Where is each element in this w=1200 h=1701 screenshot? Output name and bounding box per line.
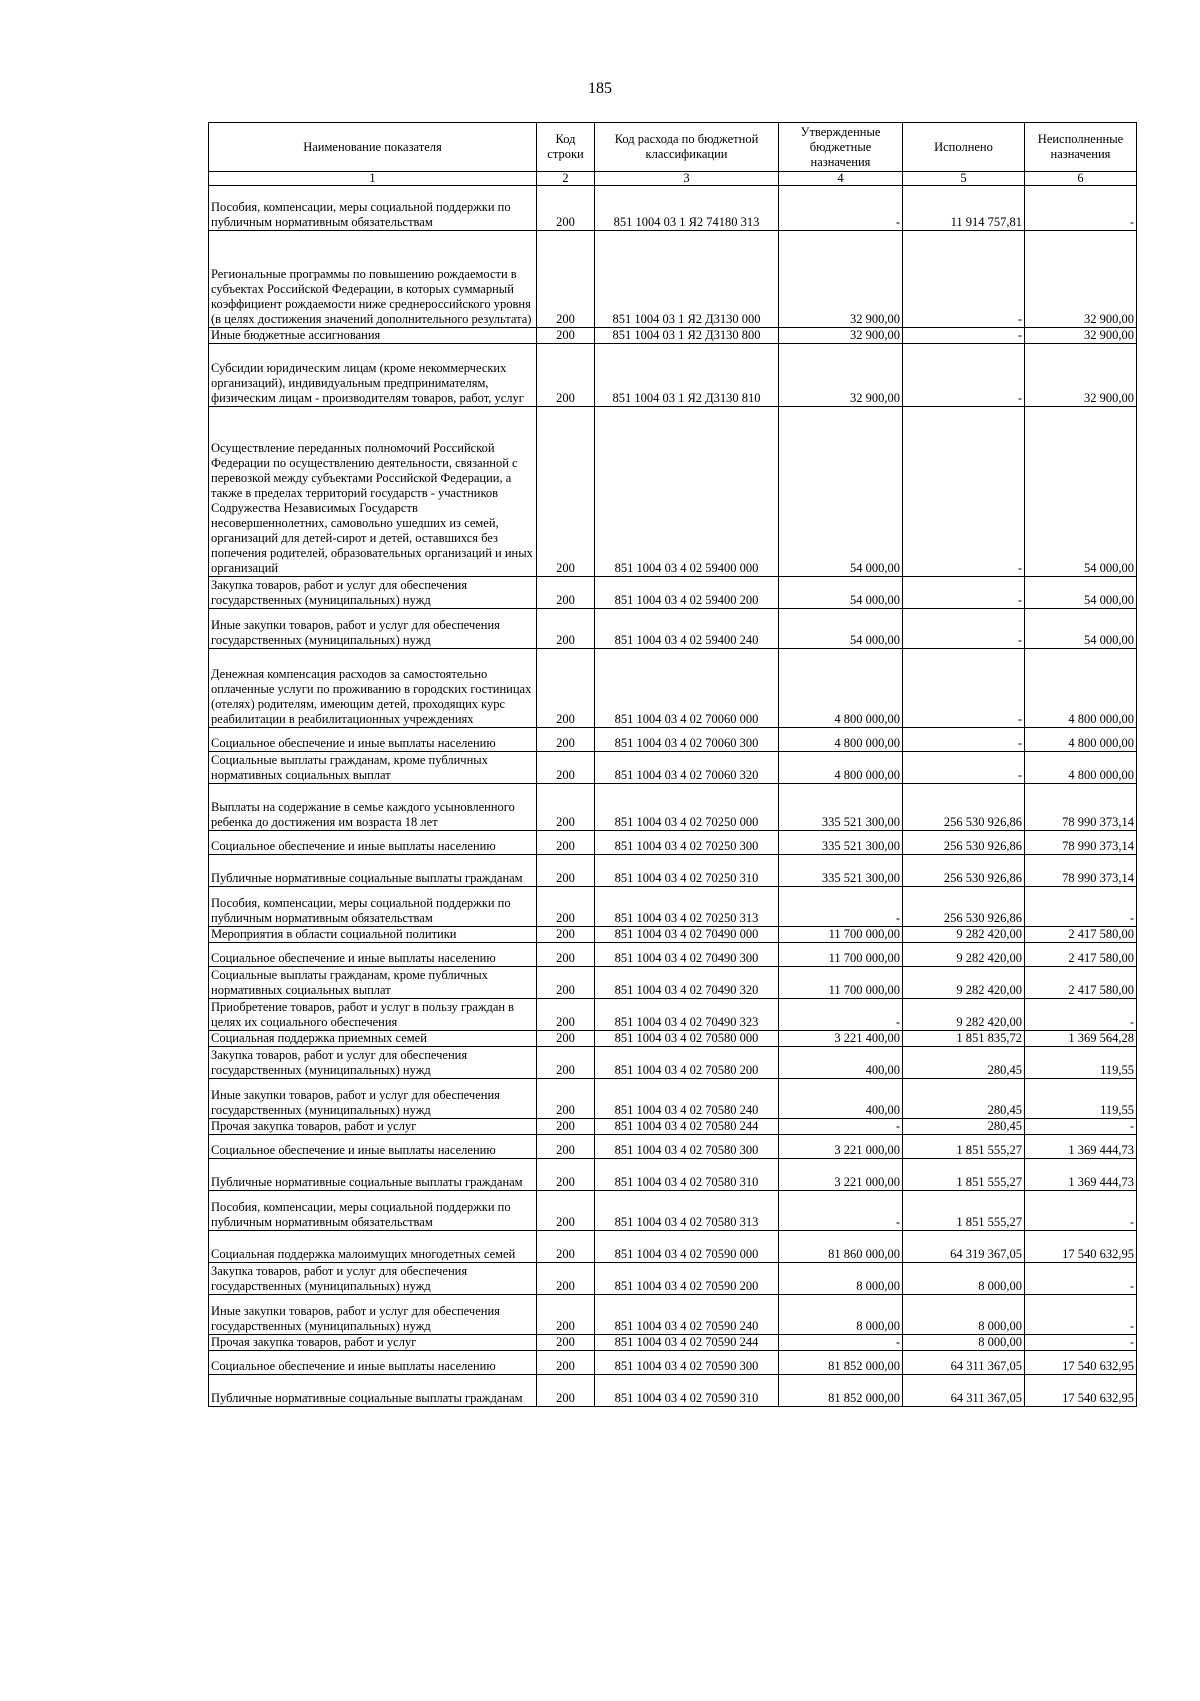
row-code: 200: [537, 855, 595, 887]
table-row: [209, 1231, 1137, 1263]
row-code: 200: [537, 967, 595, 999]
row-name: Социальное обеспечение и иные выплаты населению: [209, 1351, 537, 1375]
column-number: 2: [537, 172, 595, 186]
table-row: [209, 609, 1137, 649]
table-row: [209, 887, 1137, 927]
row-executed: -: [903, 609, 1025, 649]
header-row: [209, 123, 1137, 172]
header-executed: Исполнено: [903, 123, 1025, 172]
row-unexecuted: 78 990 373,14: [1025, 831, 1137, 855]
row-executed: 11 914 757,81: [903, 186, 1025, 231]
row-unexecuted: -: [1025, 186, 1137, 231]
row-name: Приобретение товаров, работ и услуг в пользу граждан в целях их социального обеспечения: [209, 999, 537, 1031]
row-unexecuted: 54 000,00: [1025, 577, 1137, 609]
row-classification: 851 1004 03 4 02 70580 310: [595, 1159, 779, 1191]
table-row: [209, 1335, 1137, 1351]
row-name: Закупка товаров, работ и услуг для обеспечения государственных (муниципальных) нужд: [209, 1047, 537, 1079]
row-unexecuted: -: [1025, 1119, 1137, 1135]
table-row: [209, 1191, 1137, 1231]
row-name: Иные закупки товаров, работ и услуг для обеспечения государственных (муниципальных) нужд: [209, 1295, 537, 1335]
row-unexecuted: -: [1025, 1191, 1137, 1231]
row-executed: 256 530 926,86: [903, 855, 1025, 887]
row-approved: -: [779, 186, 903, 231]
row-code: 200: [537, 752, 595, 784]
row-name: Иные закупки товаров, работ и услуг для обеспечения государственных (муниципальных) нужд: [209, 1079, 537, 1119]
row-name: Субсидии юридическим лицам (кроме некоммерческих организаций), индивидуальным предпринимателям, физическим лицам - производителям товаров, работ, услуг: [209, 344, 537, 407]
row-classification: 851 1004 03 4 02 70580 300: [595, 1135, 779, 1159]
table-row: [209, 344, 1137, 407]
row-name: Социальное обеспечение и иные выплаты населению: [209, 1135, 537, 1159]
column-number: 3: [595, 172, 779, 186]
row-unexecuted: 17 540 632,95: [1025, 1375, 1137, 1407]
row-approved: 8 000,00: [779, 1295, 903, 1335]
row-classification: 851 1004 03 4 02 70250 310: [595, 855, 779, 887]
row-unexecuted: 78 990 373,14: [1025, 784, 1137, 831]
row-executed: 1 851 555,27: [903, 1191, 1025, 1231]
row-name: Иные бюджетные ассигнования: [209, 328, 537, 344]
column-number: 1: [209, 172, 537, 186]
table-row: [209, 231, 1137, 328]
table-row: [209, 1159, 1137, 1191]
row-classification: 851 1004 03 1 Я2 Д3130 810: [595, 344, 779, 407]
row-name: Публичные нормативные социальные выплаты гражданам: [209, 855, 537, 887]
row-unexecuted: 1 369 444,73: [1025, 1159, 1137, 1191]
row-approved: 3 221 000,00: [779, 1159, 903, 1191]
row-unexecuted: -: [1025, 1335, 1137, 1351]
row-approved: 32 900,00: [779, 231, 903, 328]
header-classification: Код расхода по бюджетной классификации: [595, 123, 779, 172]
row-executed: 8 000,00: [903, 1295, 1025, 1335]
row-classification: 851 1004 03 4 02 70250 000: [595, 784, 779, 831]
row-approved: 54 000,00: [779, 609, 903, 649]
table-row: [209, 649, 1137, 728]
table-row: [209, 1135, 1137, 1159]
row-code: 200: [537, 943, 595, 967]
row-name: Социальная поддержка малоимущих многодетных семей: [209, 1231, 537, 1263]
row-approved: 400,00: [779, 1079, 903, 1119]
row-code: 200: [537, 1119, 595, 1135]
page-number: 185: [588, 80, 612, 97]
row-unexecuted: 32 900,00: [1025, 328, 1137, 344]
row-approved: 11 700 000,00: [779, 927, 903, 943]
row-executed: -: [903, 752, 1025, 784]
row-classification: 851 1004 03 4 02 70590 000: [595, 1231, 779, 1263]
row-name: Социальные выплаты гражданам, кроме публичных нормативных социальных выплат: [209, 967, 537, 999]
row-classification: 851 1004 03 4 02 70490 300: [595, 943, 779, 967]
table-row: [209, 855, 1137, 887]
row-classification: 851 1004 03 4 02 70590 244: [595, 1335, 779, 1351]
table-row: [209, 407, 1137, 577]
row-approved: 3 221 400,00: [779, 1031, 903, 1047]
table-row: [209, 328, 1137, 344]
row-name: Социальное обеспечение и иные выплаты населению: [209, 728, 537, 752]
table-row: [209, 728, 1137, 752]
row-executed: 8 000,00: [903, 1335, 1025, 1351]
row-unexecuted: 1 369 444,73: [1025, 1135, 1137, 1159]
row-code: 200: [537, 927, 595, 943]
row-name: Пособия, компенсации, меры социальной поддержки по публичным нормативным обязательствам: [209, 1191, 537, 1231]
row-code: 200: [537, 1031, 595, 1047]
row-executed: 280,45: [903, 1047, 1025, 1079]
row-code: 200: [537, 1191, 595, 1231]
row-code: 200: [537, 1231, 595, 1263]
row-unexecuted: -: [1025, 999, 1137, 1031]
row-executed: -: [903, 231, 1025, 328]
row-classification: 851 1004 03 4 02 59400 200: [595, 577, 779, 609]
row-executed: 9 282 420,00: [903, 927, 1025, 943]
row-unexecuted: -: [1025, 1295, 1137, 1335]
row-executed: 256 530 926,86: [903, 887, 1025, 927]
row-executed: 280,45: [903, 1079, 1025, 1119]
row-unexecuted: 1 369 564,28: [1025, 1031, 1137, 1047]
table-row: [209, 1263, 1137, 1295]
table-row: [209, 1119, 1137, 1135]
row-name: Денежная компенсация расходов за самостоятельно оплаченные услуги по проживанию в городских гостиницах (отелях) родителям, имеющим детей, проходящих курс реабилитации в реабилитационных учреждениях: [209, 649, 537, 728]
row-code: 200: [537, 784, 595, 831]
row-approved: 81 852 000,00: [779, 1351, 903, 1375]
row-name: Социальная поддержка приемных семей: [209, 1031, 537, 1047]
row-name: Осуществление переданных полномочий Российской Федерации по осуществлению деятельности, связанной с перевозкой между субъектами Российской Федерации, а также в пределах территорий государств - участников Содружества Независимых Государств несовершеннолетних, самовольно ушедших из семей, организаций для детей-сирот и детей, оставшихся без попечения родителей, образовательных организаций и иных организаций: [209, 407, 537, 577]
row-classification: 851 1004 03 4 02 70060 320: [595, 752, 779, 784]
row-classification: 851 1004 03 4 02 70590 300: [595, 1351, 779, 1375]
row-executed: 8 000,00: [903, 1263, 1025, 1295]
row-name: Закупка товаров, работ и услуг для обеспечения государственных (муниципальных) нужд: [209, 577, 537, 609]
row-approved: 8 000,00: [779, 1263, 903, 1295]
table-row: [209, 967, 1137, 999]
row-classification: 851 1004 03 4 02 70490 000: [595, 927, 779, 943]
row-classification: 851 1004 03 1 Я2 74180 313: [595, 186, 779, 231]
row-name: Закупка товаров, работ и услуг для обеспечения государственных (муниципальных) нужд: [209, 1263, 537, 1295]
row-classification: 851 1004 03 4 02 70490 323: [595, 999, 779, 1031]
row-executed: 64 319 367,05: [903, 1231, 1025, 1263]
row-code: 200: [537, 887, 595, 927]
row-code: 200: [537, 831, 595, 855]
row-name: Социальное обеспечение и иные выплаты населению: [209, 831, 537, 855]
row-classification: 851 1004 03 4 02 70250 300: [595, 831, 779, 855]
table-row: [209, 577, 1137, 609]
row-name: Прочая закупка товаров, работ и услуг: [209, 1335, 537, 1351]
row-classification: 851 1004 03 1 Я2 Д3130 800: [595, 328, 779, 344]
row-approved: 32 900,00: [779, 328, 903, 344]
table-row: [209, 1375, 1137, 1407]
row-unexecuted: 119,55: [1025, 1079, 1137, 1119]
row-approved: -: [779, 1119, 903, 1135]
row-approved: 4 800 000,00: [779, 728, 903, 752]
row-unexecuted: 2 417 580,00: [1025, 943, 1137, 967]
column-number: 4: [779, 172, 903, 186]
row-classification: 851 1004 03 4 02 70590 240: [595, 1295, 779, 1335]
row-classification: 851 1004 03 4 02 70590 200: [595, 1263, 779, 1295]
row-unexecuted: -: [1025, 1263, 1137, 1295]
row-unexecuted: 32 900,00: [1025, 231, 1137, 328]
row-executed: 1 851 555,27: [903, 1135, 1025, 1159]
row-executed: -: [903, 649, 1025, 728]
table-row: [209, 943, 1137, 967]
row-executed: 64 311 367,05: [903, 1351, 1025, 1375]
header-row-code: Код строки: [537, 123, 595, 172]
row-code: 200: [537, 1135, 595, 1159]
table-row: [209, 784, 1137, 831]
row-code: 200: [537, 328, 595, 344]
column-number: 6: [1025, 172, 1137, 186]
row-approved: 3 221 000,00: [779, 1135, 903, 1159]
row-unexecuted: 4 800 000,00: [1025, 649, 1137, 728]
row-classification: 851 1004 03 4 02 70490 320: [595, 967, 779, 999]
row-approved: -: [779, 999, 903, 1031]
row-approved: -: [779, 887, 903, 927]
row-classification: 851 1004 03 4 02 59400 240: [595, 609, 779, 649]
table-row: [209, 752, 1137, 784]
row-approved: 11 700 000,00: [779, 967, 903, 999]
row-approved: 54 000,00: [779, 577, 903, 609]
row-executed: 9 282 420,00: [903, 999, 1025, 1031]
row-code: 200: [537, 999, 595, 1031]
row-executed: 9 282 420,00: [903, 967, 1025, 999]
row-approved: 4 800 000,00: [779, 649, 903, 728]
row-approved: 335 521 300,00: [779, 784, 903, 831]
table-row: [209, 999, 1137, 1031]
row-approved: 400,00: [779, 1047, 903, 1079]
table-row: [209, 1351, 1137, 1375]
row-name: Прочая закупка товаров, работ и услуг: [209, 1119, 537, 1135]
row-classification: 851 1004 03 4 02 70580 240: [595, 1079, 779, 1119]
row-approved: -: [779, 1335, 903, 1351]
row-classification: 851 1004 03 4 02 70060 000: [595, 649, 779, 728]
row-classification: 851 1004 03 4 02 70250 313: [595, 887, 779, 927]
row-unexecuted: 17 540 632,95: [1025, 1231, 1137, 1263]
row-executed: 256 530 926,86: [903, 784, 1025, 831]
row-unexecuted: 4 800 000,00: [1025, 752, 1137, 784]
row-code: 200: [537, 344, 595, 407]
row-name: Выплаты на содержание в семье каждого усыновленного ребенка до достижения им возраста 18 лет: [209, 784, 537, 831]
row-code: 200: [537, 231, 595, 328]
row-executed: 280,45: [903, 1119, 1025, 1135]
row-approved: 81 860 000,00: [779, 1231, 903, 1263]
row-name: Иные закупки товаров, работ и услуг для обеспечения государственных (муниципальных) нужд: [209, 609, 537, 649]
row-code: 200: [537, 1047, 595, 1079]
row-executed: 1 851 555,27: [903, 1159, 1025, 1191]
row-executed: 1 851 835,72: [903, 1031, 1025, 1047]
header-name: Наименование показателя: [209, 123, 537, 172]
row-unexecuted: 119,55: [1025, 1047, 1137, 1079]
row-approved: 4 800 000,00: [779, 752, 903, 784]
row-code: 200: [537, 1159, 595, 1191]
row-code: 200: [537, 1079, 595, 1119]
row-code: 200: [537, 1263, 595, 1295]
row-code: 200: [537, 649, 595, 728]
row-classification: 851 1004 03 4 02 70580 200: [595, 1047, 779, 1079]
row-executed: -: [903, 328, 1025, 344]
table-row: [209, 1047, 1137, 1079]
row-unexecuted: 2 417 580,00: [1025, 967, 1137, 999]
row-executed: -: [903, 407, 1025, 577]
row-unexecuted: -: [1025, 887, 1137, 927]
row-unexecuted: 78 990 373,14: [1025, 855, 1137, 887]
row-executed: 9 282 420,00: [903, 943, 1025, 967]
row-code: 200: [537, 407, 595, 577]
row-unexecuted: 2 417 580,00: [1025, 927, 1137, 943]
table-row: [209, 831, 1137, 855]
row-approved: 11 700 000,00: [779, 943, 903, 967]
row-approved: -: [779, 1191, 903, 1231]
row-classification: 851 1004 03 4 02 70580 000: [595, 1031, 779, 1047]
row-classification: 851 1004 03 4 02 70580 244: [595, 1119, 779, 1135]
column-number-row: [209, 172, 1137, 186]
header-approved: Утвержденные бюджетные назначения: [779, 123, 903, 172]
row-code: 200: [537, 577, 595, 609]
row-name: Мероприятия в области социальной политики: [209, 927, 537, 943]
row-name: Социальные выплаты гражданам, кроме публичных нормативных социальных выплат: [209, 752, 537, 784]
row-classification: 851 1004 03 4 02 59400 000: [595, 407, 779, 577]
row-unexecuted: 4 800 000,00: [1025, 728, 1137, 752]
row-name: Региональные программы по повышению рождаемости в субъектах Российской Федерации, в которых суммарный коэффициент рождаемости ниже среднероссийского уровня (в целях достижения значений дополнительного результата): [209, 231, 537, 328]
table-row: [209, 927, 1137, 943]
row-unexecuted: 32 900,00: [1025, 344, 1137, 407]
table-row: [209, 1295, 1137, 1335]
row-executed: 64 311 367,05: [903, 1375, 1025, 1407]
row-approved: 81 852 000,00: [779, 1375, 903, 1407]
row-classification: 851 1004 03 4 02 70060 300: [595, 728, 779, 752]
row-executed: 256 530 926,86: [903, 831, 1025, 855]
row-code: 200: [537, 1351, 595, 1375]
row-code: 200: [537, 609, 595, 649]
row-name: Пособия, компенсации, меры социальной поддержки по публичным нормативным обязательствам: [209, 186, 537, 231]
row-code: 200: [537, 1375, 595, 1407]
row-classification: 851 1004 03 4 02 70580 313: [595, 1191, 779, 1231]
row-name: Публичные нормативные социальные выплаты гражданам: [209, 1159, 537, 1191]
row-approved: 32 900,00: [779, 344, 903, 407]
row-approved: 335 521 300,00: [779, 855, 903, 887]
row-code: 200: [537, 186, 595, 231]
budget-execution-table: [208, 122, 1137, 1407]
row-executed: -: [903, 577, 1025, 609]
row-code: 200: [537, 1295, 595, 1335]
row-classification: 851 1004 03 1 Я2 Д3130 000: [595, 231, 779, 328]
column-number: 5: [903, 172, 1025, 186]
row-unexecuted: 17 540 632,95: [1025, 1351, 1137, 1375]
row-unexecuted: 54 000,00: [1025, 609, 1137, 649]
row-name: Социальное обеспечение и иные выплаты населению: [209, 943, 537, 967]
table-row: [209, 186, 1137, 231]
row-name: Пособия, компенсации, меры социальной поддержки по публичным нормативным обязательствам: [209, 887, 537, 927]
header-unexecuted: Неисполненные назначения: [1025, 123, 1137, 172]
row-executed: -: [903, 344, 1025, 407]
table-row: [209, 1031, 1137, 1047]
row-executed: -: [903, 728, 1025, 752]
row-name: Публичные нормативные социальные выплаты гражданам: [209, 1375, 537, 1407]
table-row: [209, 1079, 1137, 1119]
row-code: 200: [537, 1335, 595, 1351]
row-code: 200: [537, 728, 595, 752]
row-unexecuted: 54 000,00: [1025, 407, 1137, 577]
row-approved: 335 521 300,00: [779, 831, 903, 855]
row-classification: 851 1004 03 4 02 70590 310: [595, 1375, 779, 1407]
row-approved: 54 000,00: [779, 407, 903, 577]
